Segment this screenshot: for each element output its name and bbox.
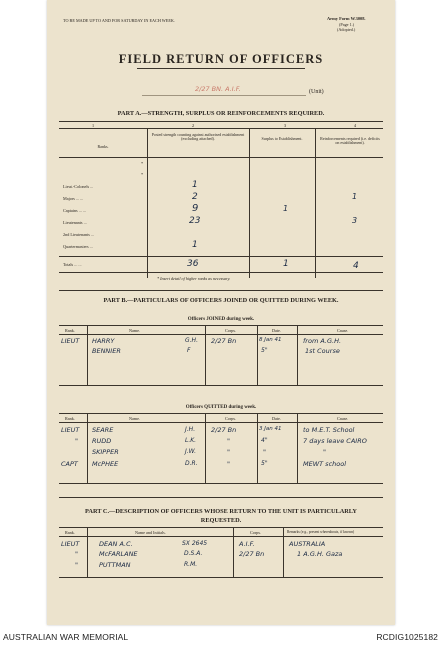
- surplus-total: 1: [283, 259, 289, 269]
- col-cause: Cause.: [337, 328, 349, 333]
- quitted-cause: ": [323, 448, 326, 456]
- col-header-reinforcements: Reinforcements required (i.e. deficits on establishment).: [320, 136, 380, 146]
- army-form-number: Army Form W.3008.: [327, 16, 366, 21]
- footer-left: AUSTRALIAN WAR MEMORIAL: [3, 632, 129, 642]
- partc-rank: LIEUT: [61, 540, 80, 548]
- partc-rank: ": [75, 550, 78, 558]
- form-paper: [47, 0, 395, 625]
- partc-rank: ": [75, 561, 78, 569]
- posted-quartermasters: 1: [192, 240, 198, 250]
- col-number-3: 3: [284, 123, 287, 128]
- rank-star: *: [141, 161, 144, 166]
- col-name: Name.: [129, 328, 141, 333]
- quitted-date: 3 Jan 41: [259, 426, 282, 432]
- quitted-corps: ": [227, 448, 230, 456]
- joined-name: HARRY: [92, 337, 115, 345]
- partc-remarks: 1 A.G.H. Gaza: [297, 550, 343, 558]
- col-name-initials: Name and Initials.: [135, 530, 166, 535]
- quitted-name: SKIPPER: [92, 448, 119, 456]
- joined-initials: G.H.: [185, 337, 198, 344]
- col-header-ranks: Ranks.: [97, 144, 109, 149]
- col-date: Date.: [272, 416, 281, 421]
- quitted-cause: 7 days leave CAIRO: [303, 437, 367, 445]
- partc-name: McFARLANE: [99, 550, 138, 558]
- joined-cause: from A.G.H.: [303, 337, 342, 345]
- partc-remarks: AUSTRALIA: [289, 540, 326, 548]
- col-number-1: 1: [92, 123, 95, 128]
- part-a-footnote: * Insert detail of higher ranks as necessary.: [157, 276, 231, 281]
- reinf-majors: 1: [352, 192, 358, 201]
- partc-number: SX 2645: [182, 540, 208, 547]
- quitted-rank: LIEUT: [61, 426, 80, 434]
- quitted-initials: D.R.: [185, 460, 198, 467]
- header-note: TO BE MADE UP TO AND FOR SATURDAY IN EACH WEEK.: [63, 18, 175, 23]
- col-rank: Rank.: [65, 328, 75, 333]
- quitted-corps: 2/27 Bn: [211, 426, 237, 434]
- unit-value: 2/27 BN. A.I.F.: [195, 85, 241, 93]
- part-c-title-line2: REQUESTED.: [200, 517, 242, 524]
- quitted-rank: CAPT: [61, 460, 78, 468]
- joined-name: BENNIER: [92, 347, 121, 355]
- joined-corps: 2/27 Bn: [211, 337, 237, 345]
- joined-title: Officers JOINED during week.: [187, 317, 255, 322]
- unit-label: (Unit): [309, 89, 324, 95]
- joined-date: 5": [261, 347, 268, 354]
- posted-lieutenants: 23: [189, 216, 201, 226]
- col-header-surplus: Surplus to Establishment.: [261, 136, 303, 141]
- footer-right: RCDIG1025182: [376, 632, 438, 642]
- col-remarks: Remarks (e.g., present whereabouts, if known): [287, 530, 355, 534]
- part-a-title: PART A.—STRENGTH, SURPLUS OR REINFORCEMENTS REQUIRED.: [117, 110, 325, 117]
- col-corps: Corps.: [225, 328, 237, 333]
- partc-name: PUTTMAN: [99, 561, 131, 569]
- col-corps: Corps.: [250, 530, 262, 535]
- col-number-4: 4: [354, 123, 357, 128]
- quitted-date: ": [263, 448, 266, 456]
- partc-name: DEAN A.C.: [99, 540, 133, 548]
- posted-majors: 2: [192, 192, 198, 202]
- rank-lieutenants: Lieutenants ...: [63, 220, 87, 225]
- part-b-title: PART B.—PARTICULARS OF OFFICERS JOINED OR QUITTED DURING WEEK.: [103, 297, 339, 304]
- col-number-2: 2: [192, 123, 195, 128]
- form-title: FIELD RETURN OF OFFICERS: [118, 52, 324, 66]
- quitted-name: RUDD: [92, 437, 112, 445]
- rank-quartermasters: Quartermasters ...: [63, 244, 93, 249]
- rank-star: *: [141, 172, 144, 177]
- quitted-name: McPHEE: [92, 460, 119, 468]
- col-rank: Rank.: [65, 416, 75, 421]
- col-header-posted: Posted strength counting against authorised establishment (excluding attached).: [151, 132, 245, 142]
- quitted-initials: J.H.: [185, 426, 196, 433]
- posted-lieut-colonels: 1: [192, 180, 198, 190]
- quitted-initials: L.K.: [185, 437, 197, 444]
- quitted-title: Officers QUITTED during week.: [185, 405, 257, 410]
- quitted-cause: to M.E.T. School: [303, 426, 355, 434]
- totals-label: Totals ... ...: [63, 262, 82, 267]
- partc-corps: A.I.F.: [239, 540, 255, 548]
- partc-corps: 2/27 Bn: [239, 550, 265, 558]
- page-note: (Page 1.): [339, 22, 355, 27]
- posted-captains: 9: [192, 203, 199, 214]
- quitted-corps: ": [227, 437, 230, 445]
- quitted-date: 4": [261, 437, 268, 444]
- rank-captains: Captains ... ...: [63, 208, 87, 213]
- adopted-note: (Adopted.): [337, 27, 356, 32]
- reinf-lieutenants: 3: [352, 216, 358, 225]
- quitted-rank: ": [75, 437, 78, 445]
- quitted-date: 5": [261, 460, 268, 467]
- rank-lieut-colonels: Lieut.-Colonels ...: [63, 184, 94, 189]
- joined-date: 8 Jan 41: [259, 337, 282, 343]
- col-name: Name.: [129, 416, 141, 421]
- partc-number: R.M.: [184, 561, 198, 568]
- rank-2nd-lieutenants: 2nd Lieutenants ...: [63, 232, 95, 237]
- quitted-initials: J.W.: [185, 448, 197, 455]
- col-date: Date.: [272, 328, 281, 333]
- joined-rank: LIEUT: [61, 337, 80, 345]
- quitted-cause: MEWT school: [303, 460, 347, 468]
- joined-initials: F: [187, 347, 191, 354]
- col-cause: Cause.: [337, 416, 349, 421]
- rank-majors: Majors ... ...: [63, 196, 84, 201]
- reinf-total: 4: [353, 261, 359, 271]
- quitted-name: SEARE: [92, 426, 114, 434]
- col-rank: Rank.: [65, 530, 75, 535]
- quitted-corps: ": [227, 460, 230, 468]
- joined-cause: 1st Course: [305, 347, 340, 355]
- posted-total: 36: [187, 259, 199, 269]
- col-corps: Corps.: [225, 416, 237, 421]
- part-c-title: PART C.—DESCRIPTION OF OFFICERS WHOSE RETURN TO THE UNIT IS PARTICULARLY: [85, 508, 357, 515]
- surplus-captains: 1: [283, 204, 289, 213]
- partc-number: D.S.A.: [184, 550, 203, 557]
